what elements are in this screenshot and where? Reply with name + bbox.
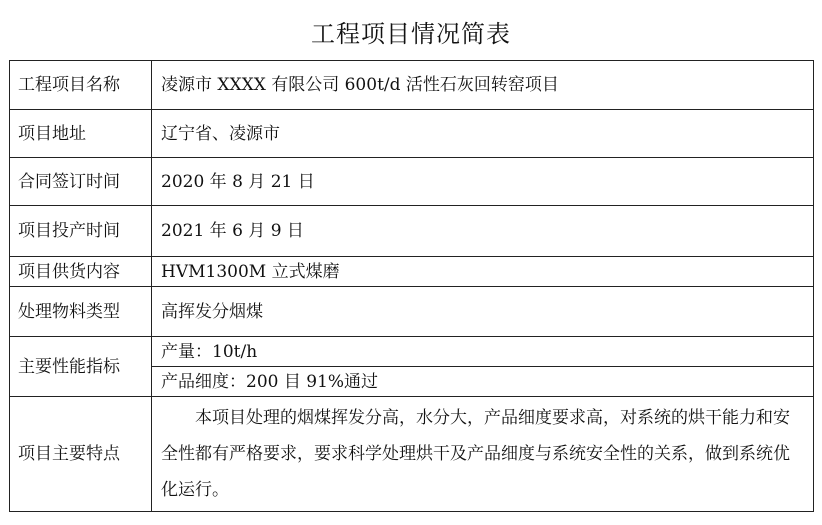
row-label-address: 项目地址 [10,110,152,158]
row-value-material-type: 高挥发分烟煤 [152,287,814,337]
row-value-features [152,397,814,512]
row-label-production-date: 项目投产时间 [10,206,152,257]
table-row [10,61,814,110]
row-label-material-type: 处理物料类型 [10,287,152,337]
row-value-contract-date: 2020 年 8 月 21 日 [152,158,814,206]
table-row [10,287,814,337]
row-label-features: 项目主要特点 [10,397,152,512]
project-info-table [9,60,814,512]
table-row [10,257,814,287]
row-label-project-name: 工程项目名称 [10,61,152,110]
row-value-address: 辽宁省、凌源市 [152,110,814,158]
row-value-project-name: 凌源市 XXXX 有限公司 600t/d 活性石灰回转窑项目 [152,61,814,110]
row-value-fineness: 产品细度：200 目 91%通过 [152,367,814,397]
table-row [10,158,814,206]
table-row [10,397,814,512]
row-value-supply-content: HVM1300M 立式煤磨 [152,257,814,287]
table-row [10,337,814,367]
table-row [10,110,814,158]
row-label-contract-date: 合同签订时间 [10,158,152,206]
document-title: 工程项目情况简表 [311,20,511,48]
row-value-production-date: 2021 年 6 月 9 日 [152,206,814,257]
features-paragraph: 本项目处理的烟煤挥发分高，水分大，产品细度要求高，对系统的烘干能力和安全性都有严格要求，要求科学处理烘干及产品细度与系统安全性的关系，做到系统优化运行。 [161,408,790,500]
row-label-supply-content: 项目供货内容 [10,257,152,287]
row-label-performance: 主要性能指标 [10,337,152,397]
table-row [10,206,814,257]
row-value-output: 产量：10t/h [152,337,814,367]
